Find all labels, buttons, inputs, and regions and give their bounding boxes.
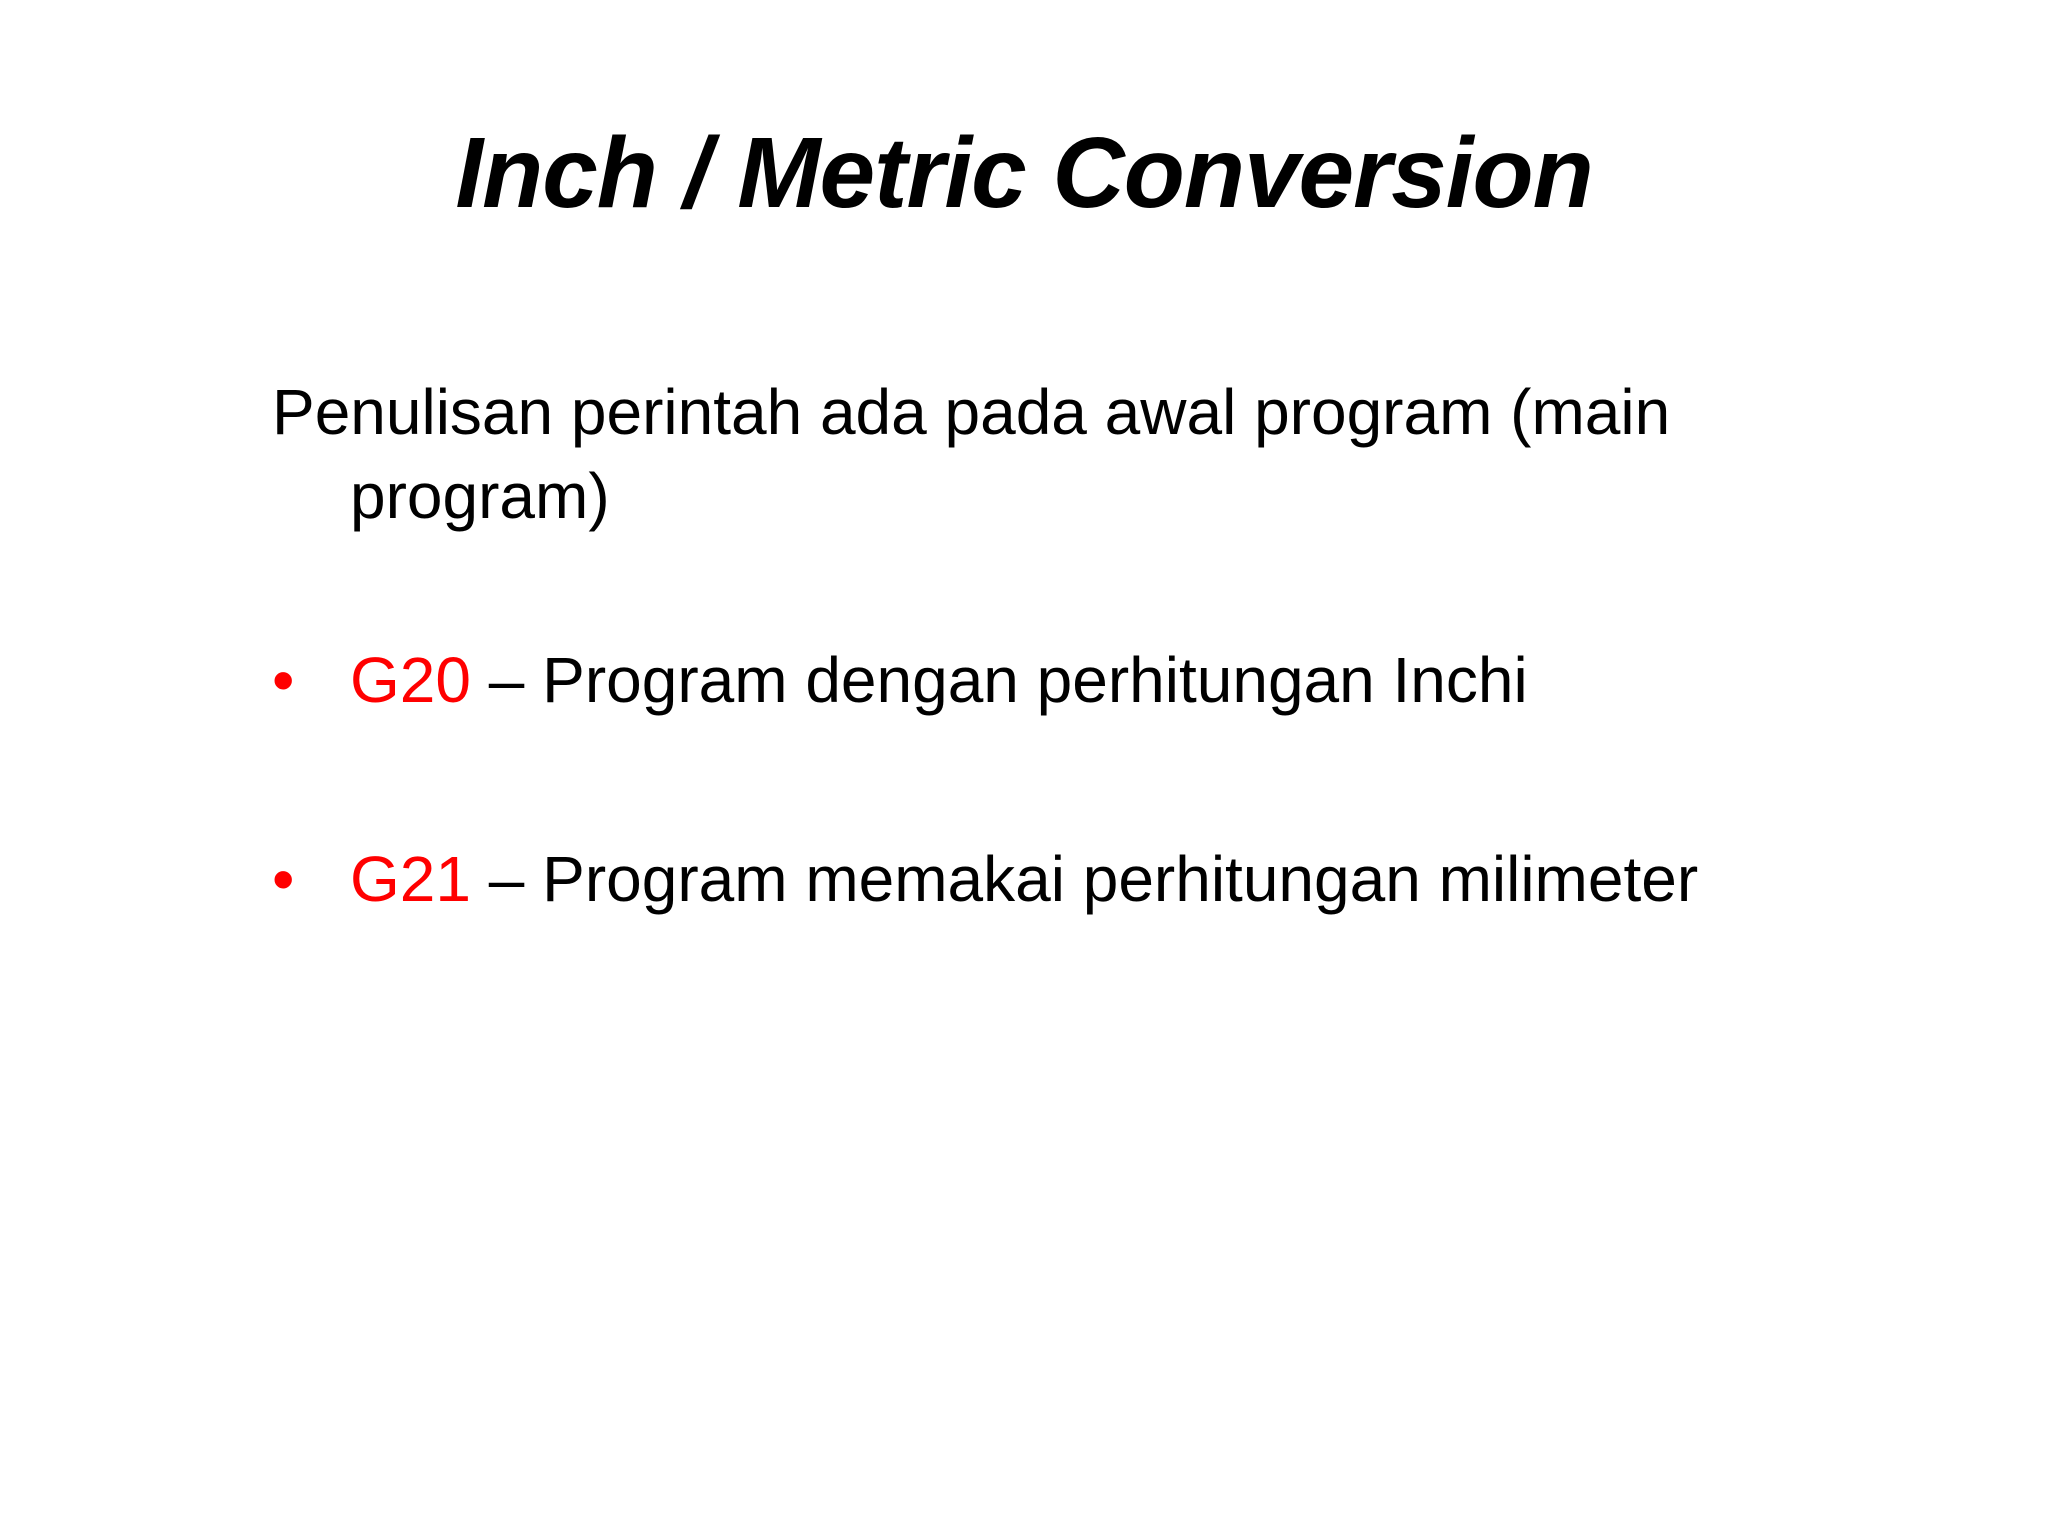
bullet-dot-icon: • <box>272 644 295 716</box>
slide-title: Inch / Metric Conversion <box>455 117 1593 229</box>
gcode-label: G21 <box>350 843 471 915</box>
bullet-text: – Program dengan perhitungan Inchi <box>470 644 1528 716</box>
bullet-list <box>272 638 1832 921</box>
gcode-label: G20 <box>350 644 471 716</box>
bullet-text: – Program memakai perhitungan milimeter <box>470 843 1699 915</box>
slide-body <box>272 370 1832 1036</box>
intro-text: Penulisan perintah ada pada awal program (main program) <box>272 376 1671 532</box>
bullet-item-g21 <box>272 837 1832 921</box>
bullet-item-g20 <box>272 638 1832 722</box>
bullet-dot-icon: • <box>272 843 295 915</box>
